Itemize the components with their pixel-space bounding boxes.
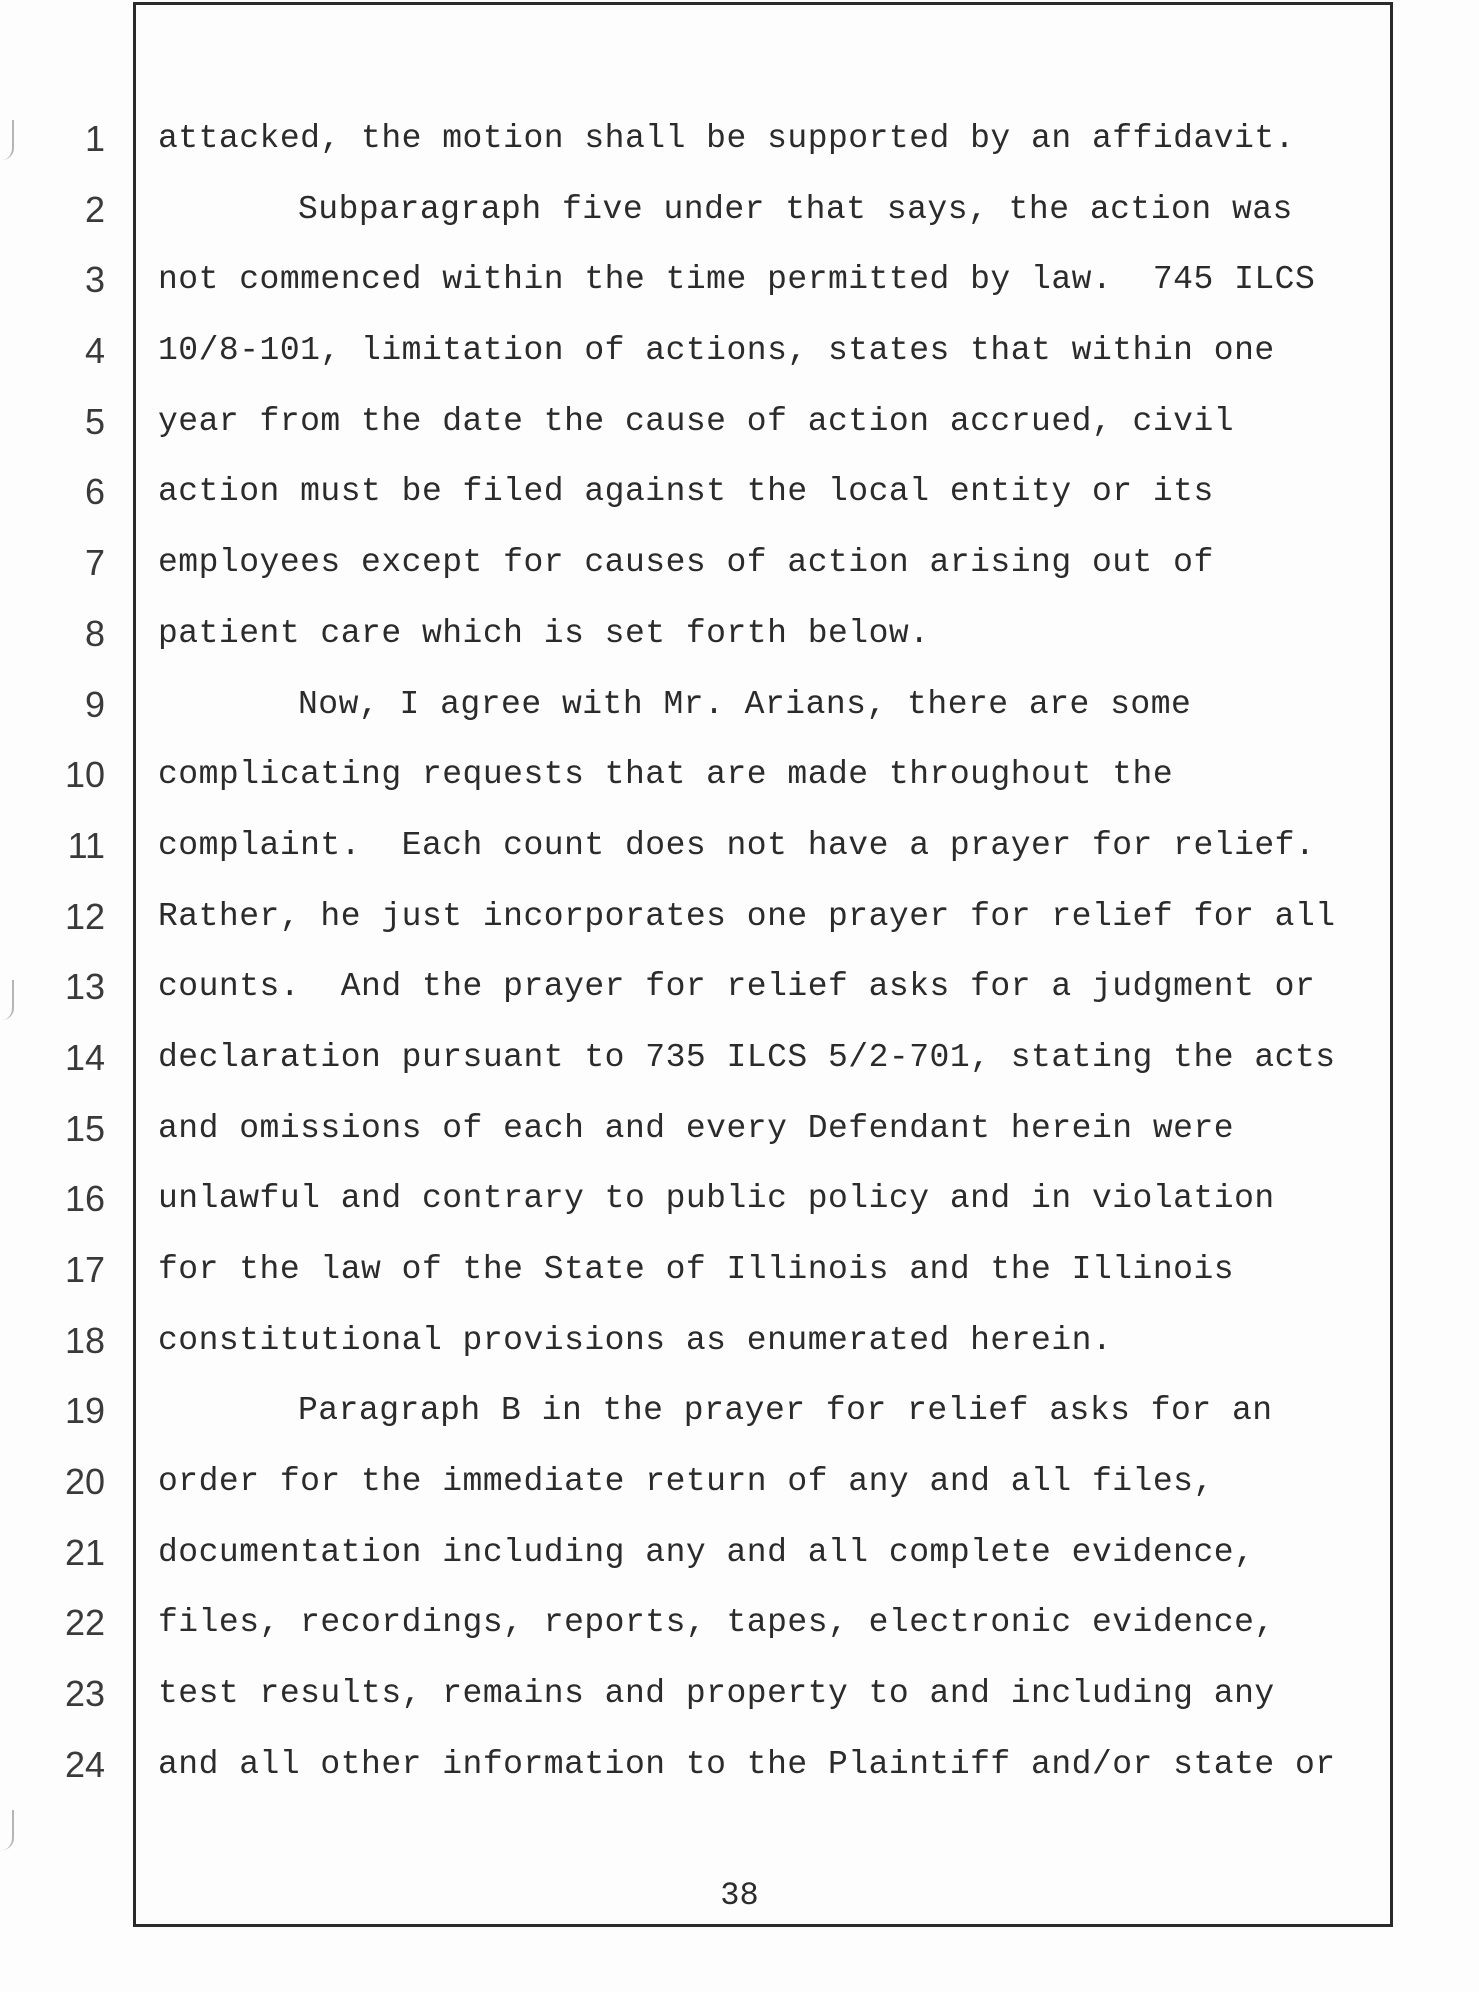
line-number: 15	[64, 1107, 105, 1149]
transcript-line: 10/8-101, limitation of actions, states that within one	[158, 332, 1275, 370]
transcript-line: constitutional provisions as enumerated herein.	[158, 1321, 1113, 1359]
line-number: 24	[64, 1743, 105, 1785]
line-number-column	[0, 104, 105, 1801]
line-number: 21	[64, 1531, 105, 1573]
line-number: 9	[84, 683, 105, 725]
line-number: 8	[84, 612, 105, 654]
line-number: 19	[64, 1390, 105, 1432]
transcript-line: employees except for causes of action arising out of	[158, 544, 1214, 582]
transcript-line: and omissions of each and every Defendant herein were	[158, 1109, 1235, 1147]
transcript-line: attacked, the motion shall be supported by an affidavit.	[158, 120, 1295, 157]
transcript-line: counts. And the prayer for relief asks for a judgment or	[158, 968, 1316, 1006]
line-number: 22	[64, 1602, 105, 1644]
line-number: 10	[64, 754, 105, 796]
line-number: 12	[64, 895, 105, 937]
transcript-line: files, recordings, reports, tapes, electronic evidence,	[158, 1604, 1275, 1642]
transcript-line: complaint. Each count does not have a prayer for relief.	[158, 826, 1316, 864]
transcript-line: not commenced within the time permitted by law. 745 ILCS	[158, 261, 1316, 299]
transcript-line: test results, remains and property to and including any	[158, 1675, 1275, 1713]
line-number: 2	[84, 188, 105, 230]
line-number: 6	[84, 471, 105, 513]
transcript-line: year from the date the cause of action accrued, civil	[158, 402, 1235, 440]
line-number: 14	[64, 1036, 105, 1078]
line-number: 1	[84, 118, 105, 159]
margin-mark	[2, 1810, 14, 1850]
line-number: 11	[67, 824, 105, 866]
transcript-line: for the law of the State of Illinois and the Illinois	[158, 1251, 1235, 1288]
transcript-line: Paragraph B in the prayer for relief asks for an	[298, 1392, 1273, 1430]
line-number: 5	[84, 400, 105, 442]
line-number: 18	[64, 1319, 105, 1361]
transcript-line: documentation including any and all complete evidence,	[158, 1533, 1255, 1571]
line-number: 23	[64, 1673, 105, 1715]
transcript-line: Rather, he just incorporates one prayer for relief for all	[158, 897, 1336, 935]
transcript-line: Subparagraph five under that says, the action was	[298, 190, 1293, 228]
line-number: 4	[84, 330, 105, 372]
line-number: 16	[64, 1178, 105, 1220]
transcript-body	[158, 104, 1358, 1801]
line-number: 13	[64, 966, 105, 1008]
transcript-line: complicating requests that are made throughout the	[158, 756, 1174, 794]
line-number: 3	[84, 259, 105, 301]
transcript-line: order for the immediate return of any and all files,	[158, 1463, 1214, 1501]
line-number: 17	[64, 1249, 105, 1290]
line-number: 7	[84, 542, 105, 584]
transcript-line: action must be filed against the local entity or its	[158, 473, 1214, 511]
transcript-line: unlawful and contrary to public policy and in violation	[158, 1180, 1275, 1218]
transcript-line: and all other information to the Plaintiff and/or state or	[158, 1745, 1336, 1783]
page-number: 38	[720, 1877, 759, 1914]
line-number: 20	[64, 1461, 105, 1503]
transcript-line: declaration pursuant to 735 ILCS 5/2-701, stating the acts	[158, 1038, 1336, 1076]
transcript-line: patient care which is set forth below.	[158, 614, 930, 652]
transcript-line: Now, I agree with Mr. Arians, there are some	[298, 685, 1192, 723]
